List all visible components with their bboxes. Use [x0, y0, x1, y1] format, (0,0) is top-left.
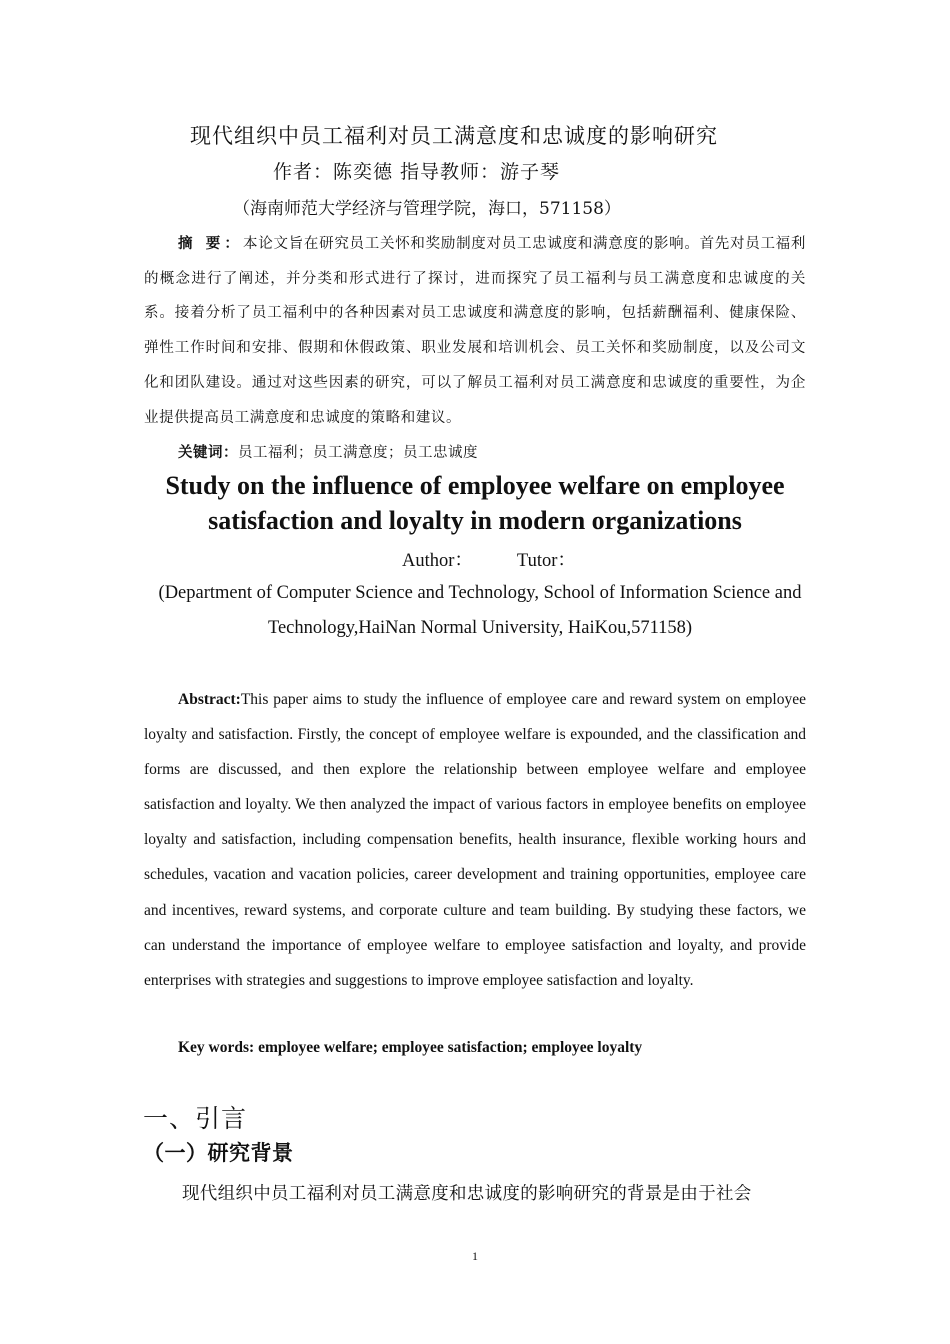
- body-paragraph: 现代组织中员工福利对员工满意度和忠诚度的影响研究的背景是由于社会: [182, 1184, 752, 1204]
- english-title: Study on the influence of employee welfare on employee satisfaction and loyalty in modern organizations: [165, 471, 785, 535]
- chinese-author-line: 作者：陈奕德 指导教师：游子琴: [273, 161, 561, 183]
- subsection-heading-background: （一）研究背景: [143, 1141, 294, 1165]
- chinese-title: 现代组织中员工福利对员工满意度和忠诚度的影响研究: [190, 124, 718, 148]
- english-abstract: [144, 682, 806, 998]
- english-author-line: [402, 546, 576, 572]
- chinese-abstract-label: 摘 要：: [178, 236, 244, 252]
- chinese-abstract-text: 本论文旨在研究员工关怀和奖励制度对员工忠诚度和满意度的影响。首先对员工福利的概念进行了阐述，并分类和形式进行了探讨，进而探究了员工福利与员工满意度和忠诚度的关系。接着分析了员工福利中的各种因素对员工忠诚度和满意度的影响，包括薪酬福利、健康保险、弹性工作时间和安排、假期和休假政策、职业发展和培训机会、员工关怀和奖励制度，以及公司文化和团队建设。通过对这些因素的研究，可以了解员工福利对员工满意度和忠诚度的重要性，为企业提供提高员工满意度和忠诚度的策略和建议。: [144, 236, 806, 426]
- chinese-keywords-label: 关键词：: [178, 445, 238, 461]
- english-affiliation: (Department of Computer Science and Technology, School of Information Science and Technology,HaiNan Normal University, HaiKou,571158): [158, 583, 802, 638]
- english-abstract-label: Abstract:: [178, 691, 241, 708]
- page-number: 1: [472, 1249, 478, 1263]
- english-keywords: Key words: employee welfare; employee satisfaction; employee loyalty: [178, 1039, 643, 1056]
- chinese-keywords-text: 员工福利；员工满意度；员工忠诚度: [238, 445, 478, 461]
- chinese-abstract: [144, 227, 806, 435]
- english-tutor-label: Tutor：: [516, 551, 576, 571]
- english-abstract-text: This paper aims to study the influence of employee care and reward system on employee loyalty and satisfaction. Firstly, the concept of employee welfare is expounded, and the classification and forms are discussed, and then explore the relationship between employee welfare and employee satisfaction and loyalty. We then analyzed the impact of various factors in employee benefits on employee loyalty and satisfaction, including compensation benefits, health insurance, flexible working hours and schedules, vacation and vacation policies, career development and training opportunities, employee care and incentives, reward systems, and corporate culture and team building. By studying these factors, we can understand the importance of employee welfare to employee satisfaction and loyalty, and provide enterprises with strategies and suggestions to improve employee satisfaction and loyalty.: [144, 691, 806, 989]
- chinese-affiliation: （海南师范大学经济与管理学院，海口，571158）: [233, 199, 621, 219]
- section-heading-introduction: 一、引言: [143, 1104, 248, 1133]
- chinese-keywords: [178, 441, 478, 462]
- english-author-label: Author：: [402, 551, 473, 571]
